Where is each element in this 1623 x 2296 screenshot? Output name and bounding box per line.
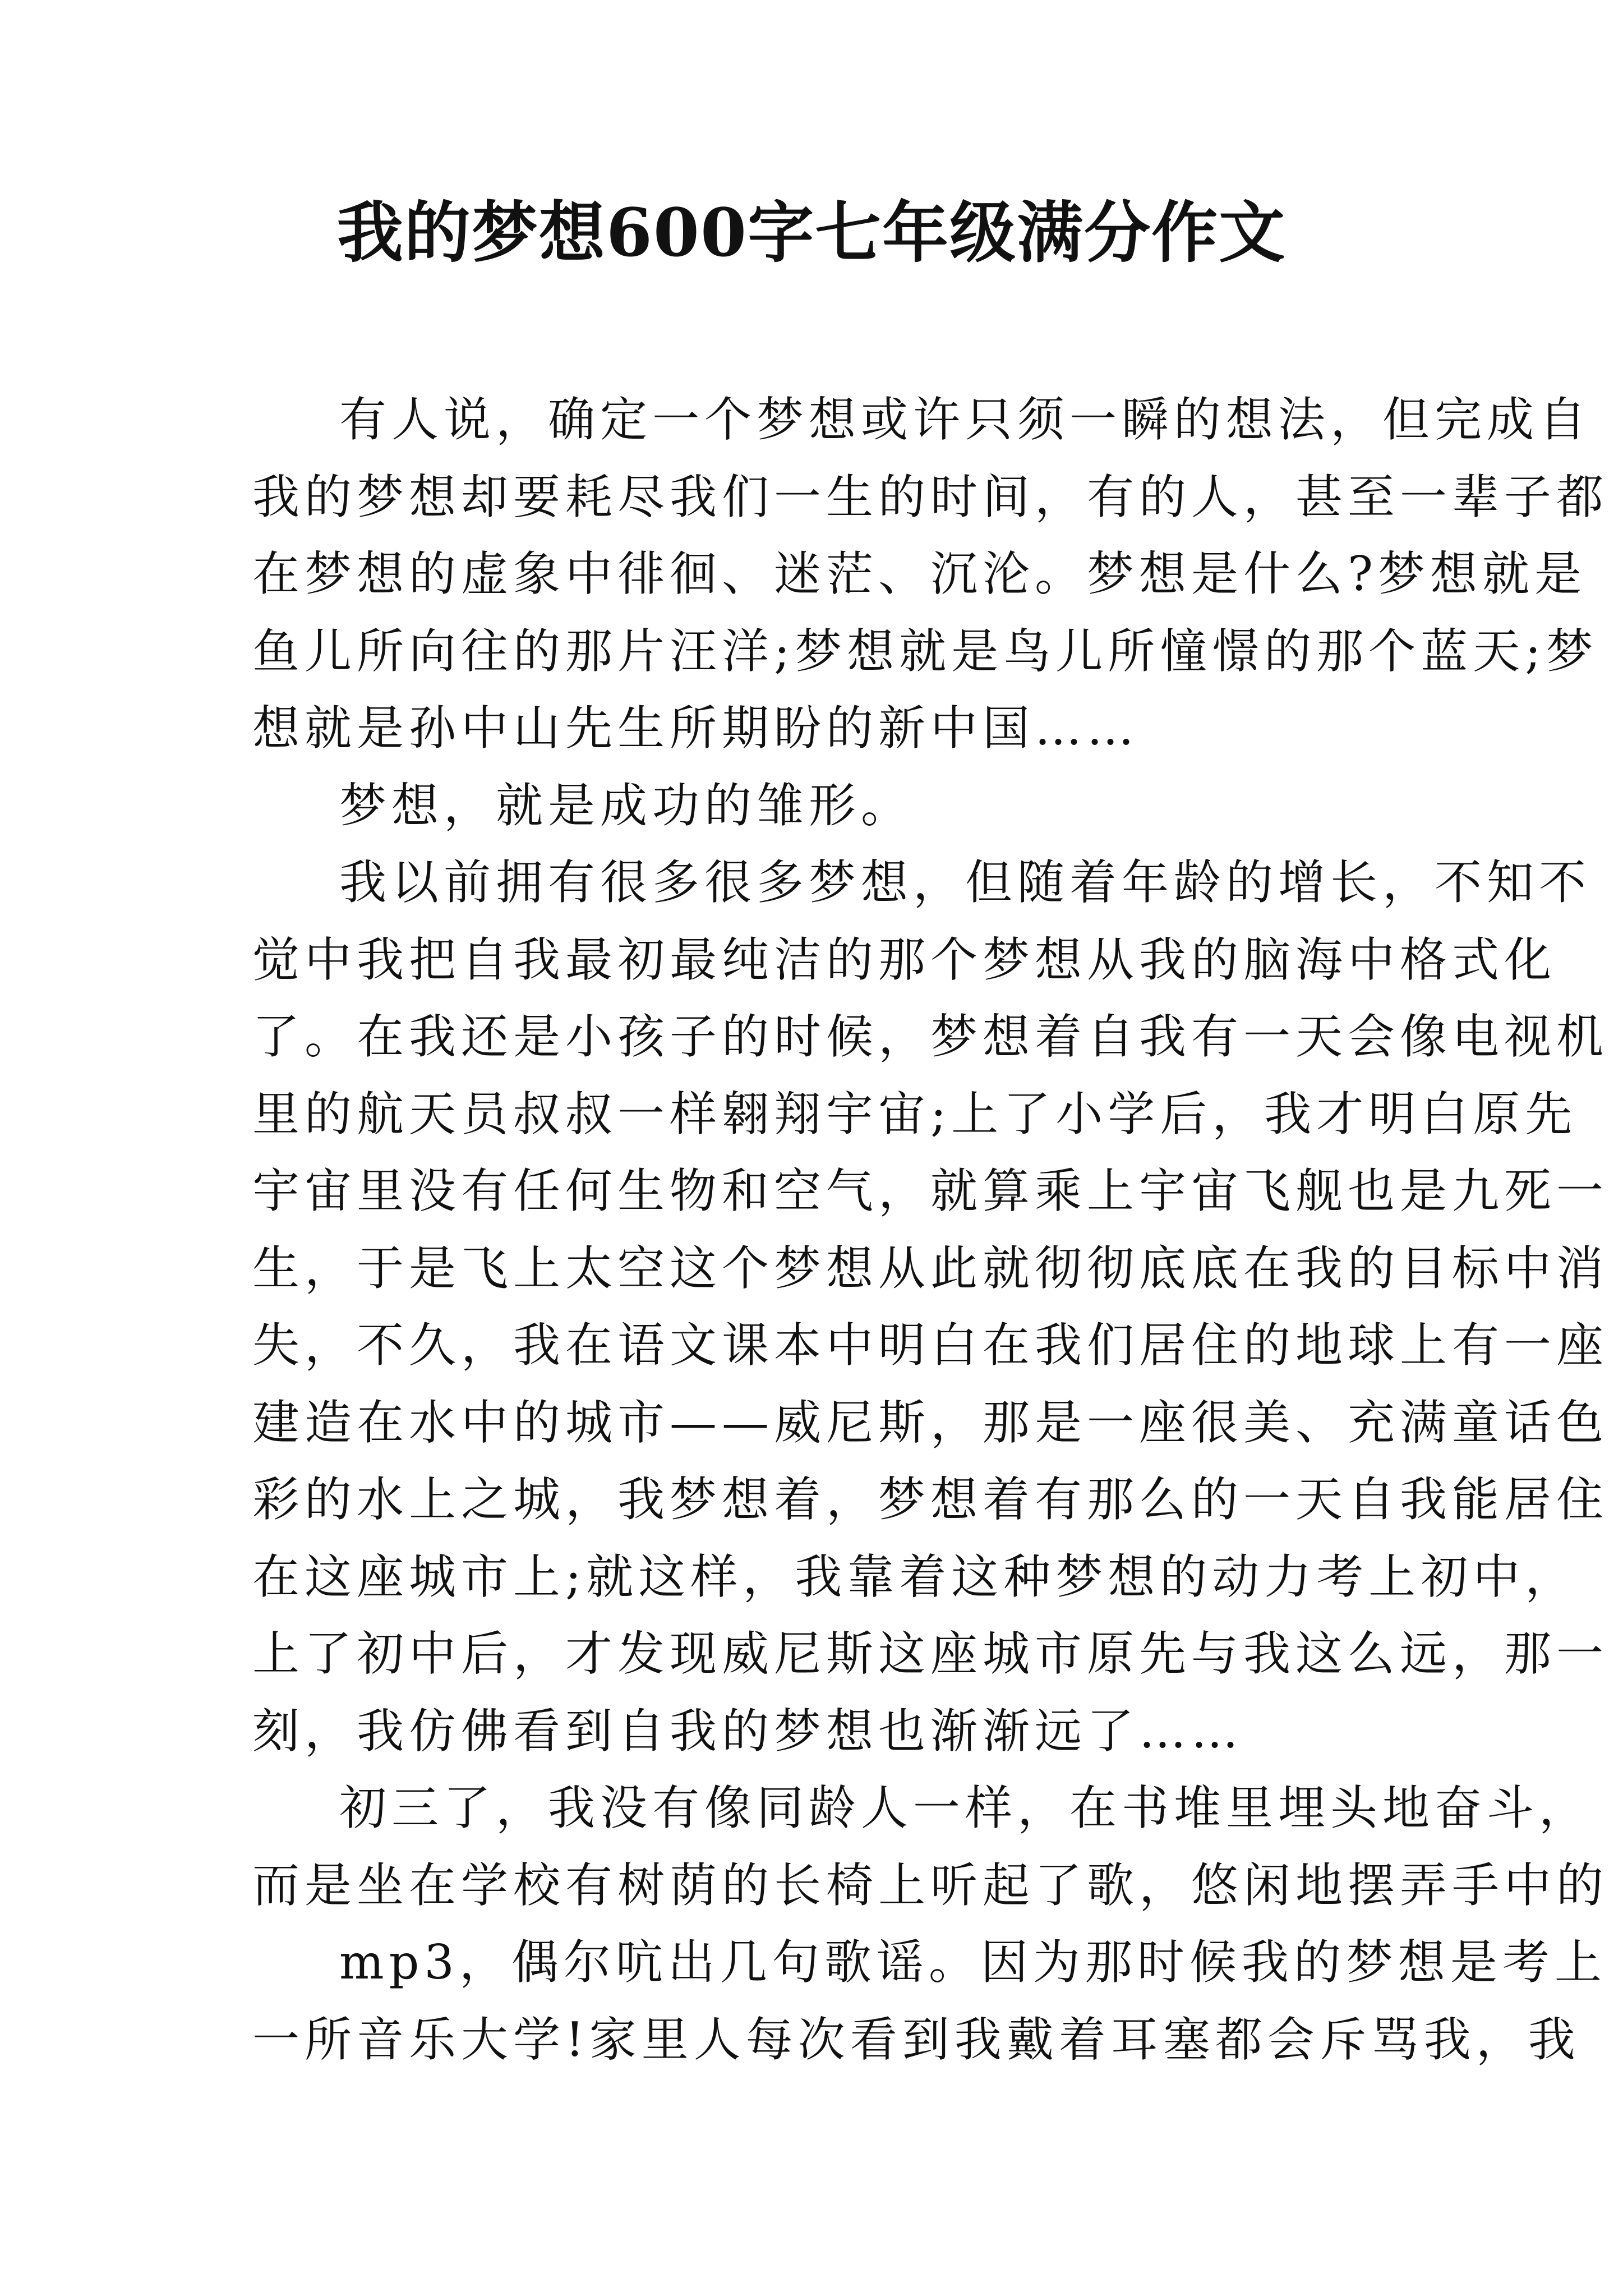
- text-line: 了。在我还是小孩子的时候，梦想着自我有一天会像电视机: [252, 1009, 1609, 1064]
- text-line: 一所音乐大学!家里人每次看到我戴着耳塞都会斥骂我，我: [252, 2012, 1580, 2067]
- text-line: 建造在水中的城市——威尼斯，那是一座很美、充满童话色: [252, 1395, 1609, 1450]
- text-line: 鱼儿所向往的那片汪洋;梦想就是鸟儿所憧憬的那个蓝天;梦: [252, 623, 1598, 679]
- text-line: 宇宙里没有任何生物和空气，就算乘上宇宙飞舰也是九死一: [252, 1163, 1609, 1218]
- text-line: 里的航天员叔叔一样翱翔宇宙;上了小学后，我才明白原先: [252, 1086, 1578, 1142]
- document-title: 我的梦想600字七年级满分作文: [336, 194, 1287, 272]
- text-line: 在这座城市上;就这样，我靠着这种梦想的动力考上初中，: [252, 1549, 1578, 1604]
- text-line: 失，不久，我在语文课本中明白在我们居住的地球上有一座: [252, 1318, 1609, 1373]
- text-line: 我的梦想却要耗尽我们一生的时间，有的人，甚至一辈子都: [252, 469, 1609, 524]
- text-line: 觉中我把自我最初最纯洁的那个梦想从我的脑海中格式化: [252, 932, 1557, 987]
- text-line: 想就是孙中山先生所期盼的新中国……: [252, 701, 1140, 756]
- text-line: 刻，我仿佛看到自我的梦想也渐渐远了……: [252, 1703, 1244, 1759]
- text-line: 上了初中后，才发现威尼斯这座城市原先与我这么远，那一: [252, 1626, 1609, 1681]
- text-line: 在梦想的虚象中徘徊、迷茫、沉沦。梦想是什么?梦想就是: [252, 546, 1587, 601]
- text-line: 梦想，就是成功的雏形。: [339, 777, 914, 833]
- document-body: [252, 381, 1609, 2078]
- text-line: mp3，偶尔吭出几句歌谣。因为那时候我的梦想是考上: [339, 1935, 1607, 1990]
- text-line: 有人说，确定一个梦想或许只须一瞬的想法，但完成自: [339, 392, 1592, 447]
- text-line: 我以前拥有很多很多梦想，但随着年龄的增长，不知不: [339, 855, 1592, 910]
- text-line: 而是坐在学校有树荫的长椅上听起了歌，悠闲地摆弄手中的: [252, 1857, 1609, 1913]
- text-line: 彩的水上之城，我梦想着，梦想着有那么的一天自我能居住: [252, 1472, 1609, 1527]
- text-line: 初三了，我没有像同龄人一样，在书堆里埋头地奋斗，: [339, 1780, 1592, 1835]
- text-line: 生，于是飞上太空这个梦想从此就彻彻底底在我的目标中消: [252, 1240, 1609, 1296]
